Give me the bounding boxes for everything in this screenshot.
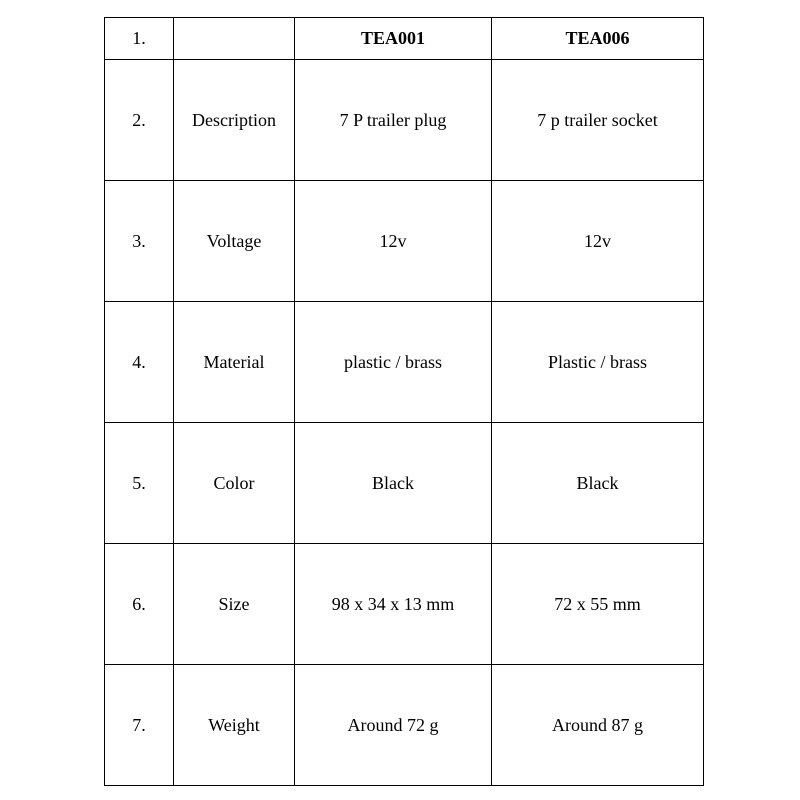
row-number: 5.	[105, 423, 174, 544]
row-label: Description	[174, 60, 295, 181]
product-code-header: TEA001	[295, 18, 492, 60]
cell-value: 7 P trailer plug	[295, 60, 492, 181]
cell-value: 7 p trailer socket	[492, 60, 704, 181]
cell-value: 72 x 55 mm	[492, 544, 704, 665]
row-number: 7.	[105, 665, 174, 786]
table-row	[105, 60, 704, 181]
table-row	[105, 302, 704, 423]
row-number: 6.	[105, 544, 174, 665]
cell-value: 98 x 34 x 13 mm	[295, 544, 492, 665]
cell-value: plastic / brass	[295, 302, 492, 423]
cell-value: 12v	[492, 181, 704, 302]
row-label: Weight	[174, 665, 295, 786]
cell-value: Black	[295, 423, 492, 544]
table-row	[105, 665, 704, 786]
row-number: 4.	[105, 302, 174, 423]
product-code-header: TEA006	[492, 18, 704, 60]
cell-value: Around 72 g	[295, 665, 492, 786]
row-label: Voltage	[174, 181, 295, 302]
cell-value: Black	[492, 423, 704, 544]
row-number: 2.	[105, 60, 174, 181]
row-number: 1.	[105, 18, 174, 60]
cell-value: Plastic / brass	[492, 302, 704, 423]
cell-value: Around 87 g	[492, 665, 704, 786]
row-label: Color	[174, 423, 295, 544]
table-row	[105, 181, 704, 302]
cell-value: 12v	[295, 181, 492, 302]
table-row	[105, 423, 704, 544]
spec-table	[104, 17, 704, 786]
row-label: Material	[174, 302, 295, 423]
row-label: Size	[174, 544, 295, 665]
row-number: 3.	[105, 181, 174, 302]
table-header-row	[105, 18, 704, 60]
table-row	[105, 544, 704, 665]
row-label	[174, 18, 295, 60]
